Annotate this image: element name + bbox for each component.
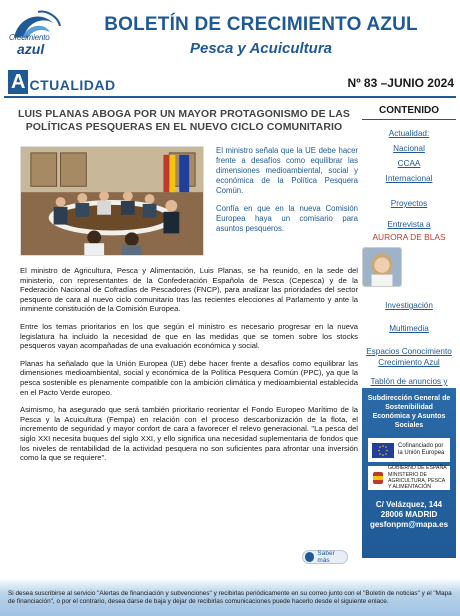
government-badge bbox=[368, 466, 450, 490]
ministry-department: Subdirección General de Sostenibilidad Económica y Asuntos Sociales bbox=[367, 395, 451, 429]
article-body bbox=[20, 266, 358, 471]
eu-line-1: Cofinanciado por bbox=[398, 443, 444, 449]
spain-coat-of-arms-icon bbox=[371, 470, 385, 486]
newsletter-title: BOLETÍN DE CRECIMIENTO AZUL bbox=[104, 14, 418, 35]
ministry-address bbox=[366, 500, 452, 530]
section-divider bbox=[4, 96, 456, 98]
interviewee-avatar[interactable] bbox=[362, 247, 402, 287]
eu-line-2: la Unión Europea bbox=[398, 450, 445, 456]
body-paragraph: Asimismo, ha asegurado que será también prioritario reorientar el Fondo Europeo Marítimo de la Pesca y la Acuicultura (Fempa) en relación con el proceso descarbonización de la flota, el incremento de seguridad y mayor confort de cara a favorecer el relevo generacional. "La pesca del siglo XXI necesita buques del siglo XXI, y ello significa una necesidad suplementaria de fondos que los niveles de rentabilidad de la actividad pesquera no son suficientes para afrontar una inversión como la que se requiere". bbox=[20, 405, 358, 463]
section-title bbox=[8, 72, 116, 94]
eu-funding-badge bbox=[368, 438, 450, 462]
sidebar-link-investigacion[interactable]: Investigación bbox=[385, 301, 433, 310]
article-summary bbox=[216, 146, 358, 242]
section-title-initial: A bbox=[8, 70, 28, 94]
section-bar bbox=[0, 68, 460, 98]
meeting-photo bbox=[20, 146, 204, 256]
section-title-rest: CTUALIDAD bbox=[29, 77, 116, 93]
summary-paragraph: El ministro señala que la UE debe hacer frente a desafíos como equilibrar las dimensiones medioambiental, social y económica de la Política Pesquera Común. bbox=[216, 146, 358, 195]
summary-paragraph: Confía en que en la nueva Comisión Europea haya un comisario para asuntos pesqueros. bbox=[216, 204, 358, 233]
sidebar-link-internacional[interactable]: Internacional bbox=[385, 174, 433, 183]
government-text bbox=[388, 465, 447, 490]
address-street: C/ Velázquez, 144 bbox=[375, 500, 443, 509]
read-more-button[interactable] bbox=[302, 550, 348, 564]
article-headline[interactable]: LUIS PLANAS ABOGA POR UN MAYOR PROTAGONISMO DE LAS POLÍTICAS PESQUERAS EN EL NUEVO CICLO COMUNITARIO bbox=[17, 108, 351, 133]
body-paragraph: El ministro de Agricultura, Pesca y Alimentación, Luis Planas, se ha reunido, en la sede del ministerio, con representantes de la Confederación Española de Pesca (Cepesca) y de la Federación Nacional de Cofradías de Pescadores (FNCP), para analizar las prioridades del sector pesquero de cara al nuevo ciclo comunitario tras las recientes elecciones al Parlamento y ante la inminente constitución de la Comisión Europea. bbox=[20, 266, 358, 314]
logo-text-bottom: azul bbox=[17, 41, 45, 57]
issue-number: Nº 83 –JUNIO 2024 bbox=[347, 76, 454, 90]
sidebar-link-multimedia[interactable]: Multimedia bbox=[389, 324, 429, 333]
sidebar-link-entrevista[interactable]: Entrevista a bbox=[387, 220, 431, 229]
sidebar-link-espacios[interactable]: Espacios Conocimiento Crecimiento Azul bbox=[366, 347, 452, 367]
sidebar-link-proyectos[interactable]: Proyectos bbox=[390, 199, 428, 208]
contact-email[interactable]: gesfonpm@mapa.es bbox=[369, 520, 449, 529]
sidebar-link-actualidad[interactable]: Actualidad: bbox=[388, 129, 430, 138]
body-paragraph: Planas ha señalado que la Unión Europea (UE) debe hacer frente a desafíos como equilibrar las dimensiones medioambiental, social y económica de la Política Pesquera Común (PPC), ya que la pesca sostenible es plenamente compatible con la ambición climática y medioambiental establecida en el Pacto Verde europeo. bbox=[20, 358, 358, 397]
logo-text-top: Crecimiento bbox=[9, 33, 50, 42]
interviewee-name[interactable]: AURORA DE BLAS bbox=[372, 232, 446, 242]
header bbox=[0, 0, 460, 66]
eu-flag-icon bbox=[372, 443, 394, 458]
body-paragraph: Entre los temas prioritarios en los que según el ministro es necesario progresar en la nueva legislatura ha incluido la necesidad de que en las medidas que se tomen sobre los stocks pesqueros vayan acompañadas de una evaluación económica y social. bbox=[20, 321, 358, 351]
sidebar-link-nacional[interactable]: Nacional bbox=[393, 144, 425, 153]
ministry-box bbox=[362, 388, 456, 558]
newsletter-subtitle: Pesca y Acuicultura bbox=[189, 40, 332, 57]
arrow-circle-icon bbox=[305, 552, 314, 562]
eu-funding-text bbox=[398, 443, 444, 457]
footer bbox=[0, 578, 460, 616]
subscription-notice[interactable]: Si desea suscribirse al servicio "Alertas de financiación y subvenciones" y recibirlas periódicamente en su correo junto con el "Boletín de noticias" y el "Mapa de financiación", o por el contrario, desea darse de baja y dejar de recibirlas comunicaciones puede hacerlo desde el siguiente enlace. bbox=[8, 590, 452, 605]
sidebar-link-tablon[interactable]: Tablón de anuncios y bbox=[370, 377, 448, 386]
contents-heading: CONTENIDO bbox=[362, 104, 456, 120]
sidebar-link-ccaa[interactable]: CCAA bbox=[397, 159, 421, 168]
address-city: 28006 MADRID bbox=[380, 510, 438, 519]
gov-line-1: GOBIERNO DE ESPAÑA bbox=[388, 465, 447, 472]
gov-line-2: MINISTERIO DE AGRICULTURA, PESCA Y ALIMENTACIÓN bbox=[388, 471, 445, 491]
main-article bbox=[8, 104, 360, 574]
read-more-label: Saber más bbox=[317, 550, 335, 564]
